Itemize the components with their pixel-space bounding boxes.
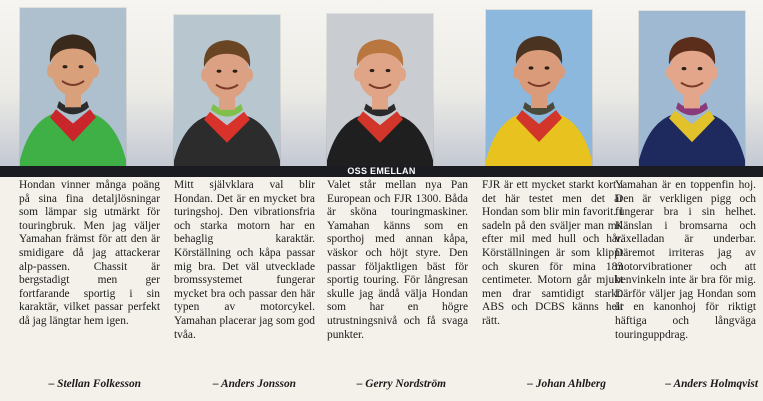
portrait-gerry-nordstrom	[327, 14, 433, 166]
portrait-row	[0, 0, 763, 166]
signature-1: – Stellan Folkesson	[48, 378, 141, 390]
portrait-anders-holmqvist	[639, 11, 745, 166]
comment-column-5: Yamahan är en toppenfin hoj. Den är verkligen pigg och fungerar bra i sin helhet. Känslan i bromsarna och växelladan är underbar. Däremot irriteras jag av motorvibrationer och att benvinkeln inte är bra för mig. Därför väljer jag Hondan som är en kanonhoj för riktigt häftiga och långväga touringuppdrag.	[615, 179, 756, 341]
signature-2: – Anders Jonsson	[212, 378, 296, 390]
portrait-anders-jonsson	[174, 15, 280, 166]
signature-5: – Anders Holmqvist	[665, 378, 758, 390]
section-title: OSS EMELLAN	[347, 166, 416, 176]
comment-column-4: FJR är ett mycket starkt kort i det här testet men det är Hondan som blir min favorit. I sadeln på den sväljer man mil efter mil med hull och hår. Körställningen är som klippt och skuren för mina 183 centimeter. Motorn går mjukt men drar samtidigt starkt. ABS och DCBS känns helt rätt.	[482, 179, 623, 327]
portrait-johan-ahlberg	[486, 10, 592, 166]
comment-column-3: Valet står mellan nya Pan European och FJR 1300. Båda är sköna touringmaskiner. Yamahan känns som en sporthoj med annan kåpa, väskor och höjt styre. Den passar följaktligen bäst för sportig touring. För långresan skulle jag ändå välja Hondan som har en högre utrustningsnivå och få svaga punkter.	[327, 179, 468, 341]
signature-4: – Johan Ahlberg	[527, 378, 606, 390]
comment-column-2: Mitt självklara val blir Hondan. Det är en mycket bra turingshoj. Den vibrationsfria och starka motorn har en behaglig karaktär. Körställning och kåpa passar mig bra. Det väl utvecklade bromssystemet fungerar mycket bra och passar den här typen av motorcykel. Yamahan placerar jag som god tvåa.	[174, 179, 315, 341]
signature-3: – Gerry Nordström	[356, 378, 446, 390]
comment-column-1: Hondan vinner många poäng på sina fina detaljlösningar som lämpar sig utmärkt för touringbruk. Men jag väljer Yamahan främst för att den är smidigare då jag attackerar alp-passen. Chassit är bergstadigt men ger fortfarande sportig i sin karaktär, vilket passar perfekt då jag längtar hem igen.	[19, 179, 160, 327]
portrait-stellan-folkesson	[20, 8, 126, 166]
